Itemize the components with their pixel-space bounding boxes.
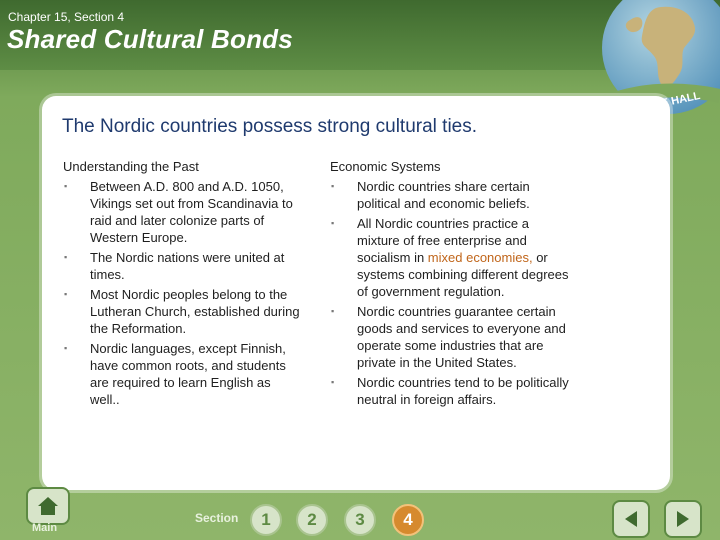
brand-text: HALL bbox=[670, 89, 702, 108]
list-item bbox=[63, 340, 301, 408]
section-label: Section bbox=[195, 511, 239, 525]
list-item bbox=[330, 178, 575, 212]
section-4-button[interactable]: 4 bbox=[392, 504, 424, 536]
right-column-heading: Economic Systems bbox=[330, 159, 441, 174]
main-label: Main bbox=[32, 522, 58, 534]
right-column bbox=[330, 158, 575, 411]
bullet-text-part: or systems combining different degrees of government regulation. bbox=[357, 250, 569, 299]
left-bullet-list bbox=[63, 178, 301, 408]
bullet-icon: ▪ bbox=[331, 181, 335, 191]
section-2-button[interactable]: 2 bbox=[296, 504, 328, 536]
home-icon bbox=[36, 495, 60, 517]
bullet-icon: ▪ bbox=[64, 252, 68, 262]
section-3-button[interactable]: 3 bbox=[344, 504, 376, 536]
bullet-icon: ▪ bbox=[331, 306, 335, 316]
bullet-text: Nordic countries tend to be politically neutral in foreign affairs. bbox=[357, 375, 569, 407]
bullet-text: Between A.D. 800 and A.D. 1050, Vikings set out from Scandinavia to raid and later colonize parts of Western Europe. bbox=[90, 179, 293, 245]
bullet-icon: ▪ bbox=[331, 377, 335, 387]
previous-slide-button[interactable] bbox=[612, 500, 650, 538]
list-item bbox=[330, 303, 575, 371]
list-item bbox=[63, 249, 301, 283]
next-slide-button[interactable] bbox=[664, 500, 702, 538]
bullet-text-part: All Nordic countries practice a mixture of free enterprise and socialism in bbox=[357, 216, 529, 265]
left-column bbox=[63, 158, 301, 411]
bullet-icon: ▪ bbox=[331, 218, 335, 228]
bullet-icon: ▪ bbox=[64, 181, 68, 191]
content-panel bbox=[42, 96, 670, 490]
chapter-label: Chapter 15, Section 4 bbox=[8, 10, 125, 24]
list-item bbox=[330, 374, 575, 408]
slide-title: Shared Cultural Bonds bbox=[7, 24, 293, 54]
list-item bbox=[330, 215, 575, 300]
left-column-heading: Understanding the Past bbox=[63, 159, 199, 174]
bullet-text: Nordic countries share certain political and economic beliefs. bbox=[357, 179, 530, 211]
list-item bbox=[63, 286, 301, 337]
bullet-text: Nordic languages, except Finnish, have common roots, and students are required to learn English as well.. bbox=[90, 341, 286, 407]
bullet-icon: ▪ bbox=[64, 343, 68, 353]
bullet-icon: ▪ bbox=[64, 289, 68, 299]
list-item bbox=[63, 178, 301, 246]
bullet-text: The Nordic nations were united at times. bbox=[90, 250, 285, 282]
slide-subtitle: The Nordic countries possess strong cultural ties. bbox=[62, 116, 478, 137]
right-bullet-list bbox=[330, 178, 575, 408]
highlighted-term: mixed economies, bbox=[427, 250, 533, 265]
forward-arrow-icon bbox=[674, 509, 692, 529]
main-menu-button[interactable] bbox=[26, 487, 70, 525]
bullet-text: Nordic countries guarantee certain goods and services to everyone and operate some industries that are private in the United States. bbox=[357, 304, 566, 370]
back-arrow-icon bbox=[622, 509, 640, 529]
section-1-button[interactable]: 1 bbox=[250, 504, 282, 536]
bullet-text: Most Nordic peoples belong to the Lutheran Church, established during the Reformation. bbox=[90, 287, 300, 336]
